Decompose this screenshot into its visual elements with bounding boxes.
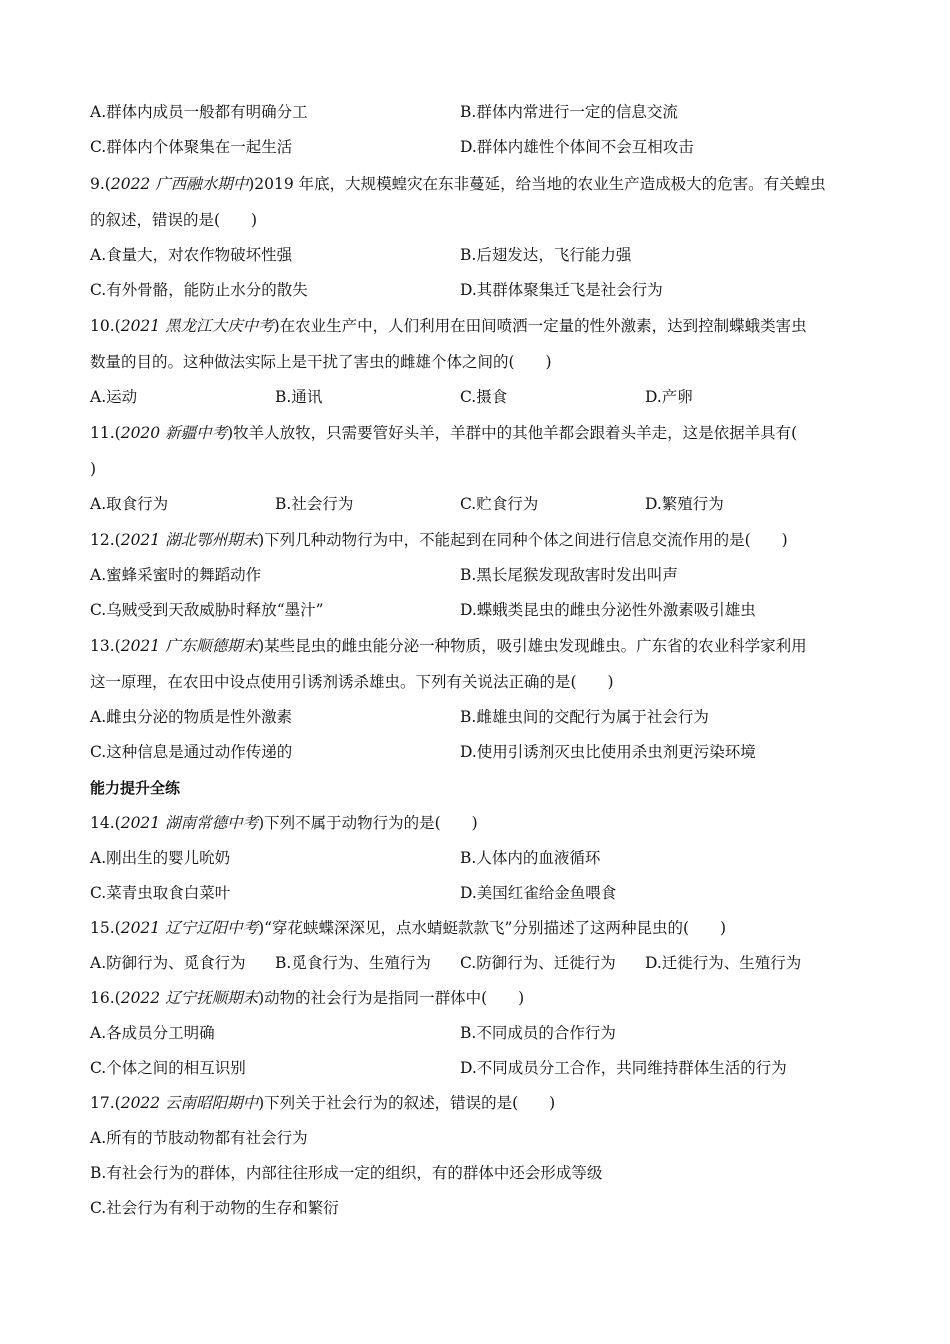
q15-number: 15.( xyxy=(90,919,121,937)
q10-number: 10.( xyxy=(90,317,121,335)
q14-option-d: D.美国红雀给金鱼喂食 xyxy=(460,884,617,902)
q13-number: 13.( xyxy=(90,637,121,655)
q14-option-c: C.菜青虫取食白菜叶 xyxy=(90,884,231,902)
q9-option-d: D.其群体聚集迁飞是社会行为 xyxy=(460,281,663,299)
q13-option-b: B.雌雄虫间的交配行为属于社会行为 xyxy=(460,708,709,726)
q17-option-b: B.有社会行为的群体，内部往往形成一定的组织，有的群体中还会形成等级 xyxy=(90,1164,603,1182)
q13-stem-line2: 这一原理，在农田中设点使用引诱剂诱杀雄虫。下列有关说法正确的是( ) xyxy=(90,673,614,691)
q9-option-c: C.有外骨骼，能防止水分的散失 xyxy=(90,281,308,299)
q14-number: 14.( xyxy=(90,814,121,832)
q8-option-a: A.群体内成员一般都有明确分工 xyxy=(90,103,308,121)
q16-option-c: C.个体之间的相互识别 xyxy=(90,1059,246,1077)
q14-option-a: A.刚出生的婴儿吮奶 xyxy=(90,849,231,867)
q9-number: 9.( xyxy=(90,175,111,193)
q17-option-a: A.所有的节肢动物都有社会行为 xyxy=(90,1129,308,1147)
q13-stem-line1 xyxy=(90,636,870,656)
q17-number: 17.( xyxy=(90,1094,121,1112)
q16-stem-line1 xyxy=(90,988,870,1008)
q14-option-b: B.人体内的血液循环 xyxy=(460,849,601,867)
q11-number: 11.( xyxy=(90,424,121,442)
q10-option-c: C.摄食 xyxy=(460,388,508,406)
q10-stem-line2: 数量的目的。这种做法实际上是干扰了害虫的雌雄个体之间的( ) xyxy=(90,353,552,371)
q11-stem-line2: ) xyxy=(90,460,97,478)
q10-source: 2021 黑龙江大庆中考 xyxy=(120,317,274,335)
q14-stem-text1: )下列不属于动物行为的是( ) xyxy=(258,814,478,832)
section-heading: 能力提升全练 xyxy=(90,779,181,797)
q12-option-d: D.蝶蛾类昆虫的雌虫分泌性外激素吸引雄虫 xyxy=(460,601,756,619)
q10-option-b: B.通讯 xyxy=(275,388,323,406)
q16-stem-text1: )动物的社会行为是指同一群体中( ) xyxy=(258,989,525,1007)
q13-stem-text1: )某些昆虫的雌虫能分泌一种物质，吸引雄虫发现雌虫。广东省的农业科学家利用 xyxy=(258,637,807,655)
q9-option-a: A.食量大，对农作物破坏性强 xyxy=(90,246,293,264)
q9-stem-line2: 的叙述，错误的是( ) xyxy=(90,211,258,229)
q12-stem-line1 xyxy=(90,530,870,550)
q11-option-a: A.取食行为 xyxy=(90,495,169,513)
q17-stem-text1: )下列关于社会行为的叙述，错误的是( ) xyxy=(258,1094,556,1112)
q9-stem-text1: )2019 年底，大规模蝗灾在东非蔓延，给当地的农业生产造成极大的危害。有关蝗虫 xyxy=(248,175,826,193)
q10-option-d: D.产卵 xyxy=(645,388,693,406)
q8-option-b: B.群体内常进行一定的信息交流 xyxy=(460,103,678,121)
q11-option-d: D.繁殖行为 xyxy=(645,495,724,513)
q15-option-a: A.防御行为、觅食行为 xyxy=(90,954,246,972)
q16-source: 2022 辽宁抚顺期末 xyxy=(120,989,259,1007)
q12-source: 2021 湖北鄂州期末 xyxy=(120,531,259,549)
q15-source: 2021 辽宁辽阳中考 xyxy=(120,919,259,937)
q9-stem-line1 xyxy=(90,174,870,194)
q11-stem-text1: )牧羊人放牧，只需要管好头羊，羊群中的其他羊都会跟着头羊走，这是依据羊具有( xyxy=(227,424,798,442)
q8-option-d: D.群体内雄性个体间不会互相攻击 xyxy=(460,138,694,156)
q14-stem-line1 xyxy=(90,813,870,833)
q13-option-d: D.使用引诱剂灭虫比使用杀虫剂更污染环境 xyxy=(460,743,756,761)
q17-option-c: C.社会行为有利于动物的生存和繁衍 xyxy=(90,1199,339,1217)
q9-option-b: B.后翅发达，飞行能力强 xyxy=(460,246,632,264)
q10-option-a: A.运动 xyxy=(90,388,138,406)
q16-option-a: A.各成员分工明确 xyxy=(90,1024,215,1042)
q17-source: 2022 云南昭阳期中 xyxy=(120,1094,259,1112)
q14-source: 2021 湖南常德中考 xyxy=(120,814,259,832)
q12-option-c: C.乌贼受到天敌威胁时释放“墨汁” xyxy=(90,601,324,619)
q12-stem-text1: )下列几种动物行为中，不能起到在同种个体之间进行信息交流作用的是( ) xyxy=(258,531,788,549)
q15-option-c: C.防御行为、迁徙行为 xyxy=(460,954,616,972)
q16-option-b: B.不同成员的合作行为 xyxy=(460,1024,616,1042)
q12-number: 12.( xyxy=(90,531,121,549)
q12-option-b: B.黑长尾猴发现敌害时发出叫声 xyxy=(460,566,678,584)
q15-stem-line1 xyxy=(90,918,870,938)
q15-option-b: B.觅食行为、生殖行为 xyxy=(275,954,431,972)
q12-option-a: A.蜜蜂采蜜时的舞蹈动作 xyxy=(90,566,262,584)
q9-source: 2022 广西融水期中 xyxy=(110,175,249,193)
q15-stem-text1: )“穿花蛱蝶深深见，点水蜻蜓款款飞”分别描述了这两种昆虫的( ) xyxy=(258,919,727,937)
q11-source: 2020 新疆中考 xyxy=(120,424,228,442)
q16-number: 16.( xyxy=(90,989,121,1007)
q10-stem-text1: )在农业生产中，人们利用在田间喷洒一定量的性外激素，达到控制蝶蛾类害虫 xyxy=(273,317,807,335)
q10-stem-line1 xyxy=(90,316,870,336)
q15-option-d: D.迁徙行为、生殖行为 xyxy=(645,954,802,972)
q11-option-b: B.社会行为 xyxy=(275,495,354,513)
q13-source: 2021 广东顺德期末 xyxy=(120,637,259,655)
q11-option-c: C.贮食行为 xyxy=(460,495,539,513)
q11-stem-line1 xyxy=(90,423,870,443)
q13-option-a: A.雌虫分泌的物质是性外激素 xyxy=(90,708,293,726)
q17-stem-line1 xyxy=(90,1093,870,1113)
q13-option-c: C.这种信息是通过动作传递的 xyxy=(90,743,293,761)
q8-option-c: C.群体内个体聚集在一起生活 xyxy=(90,138,293,156)
q16-option-d: D.不同成员分工合作，共同维持群体生活的行为 xyxy=(460,1059,787,1077)
